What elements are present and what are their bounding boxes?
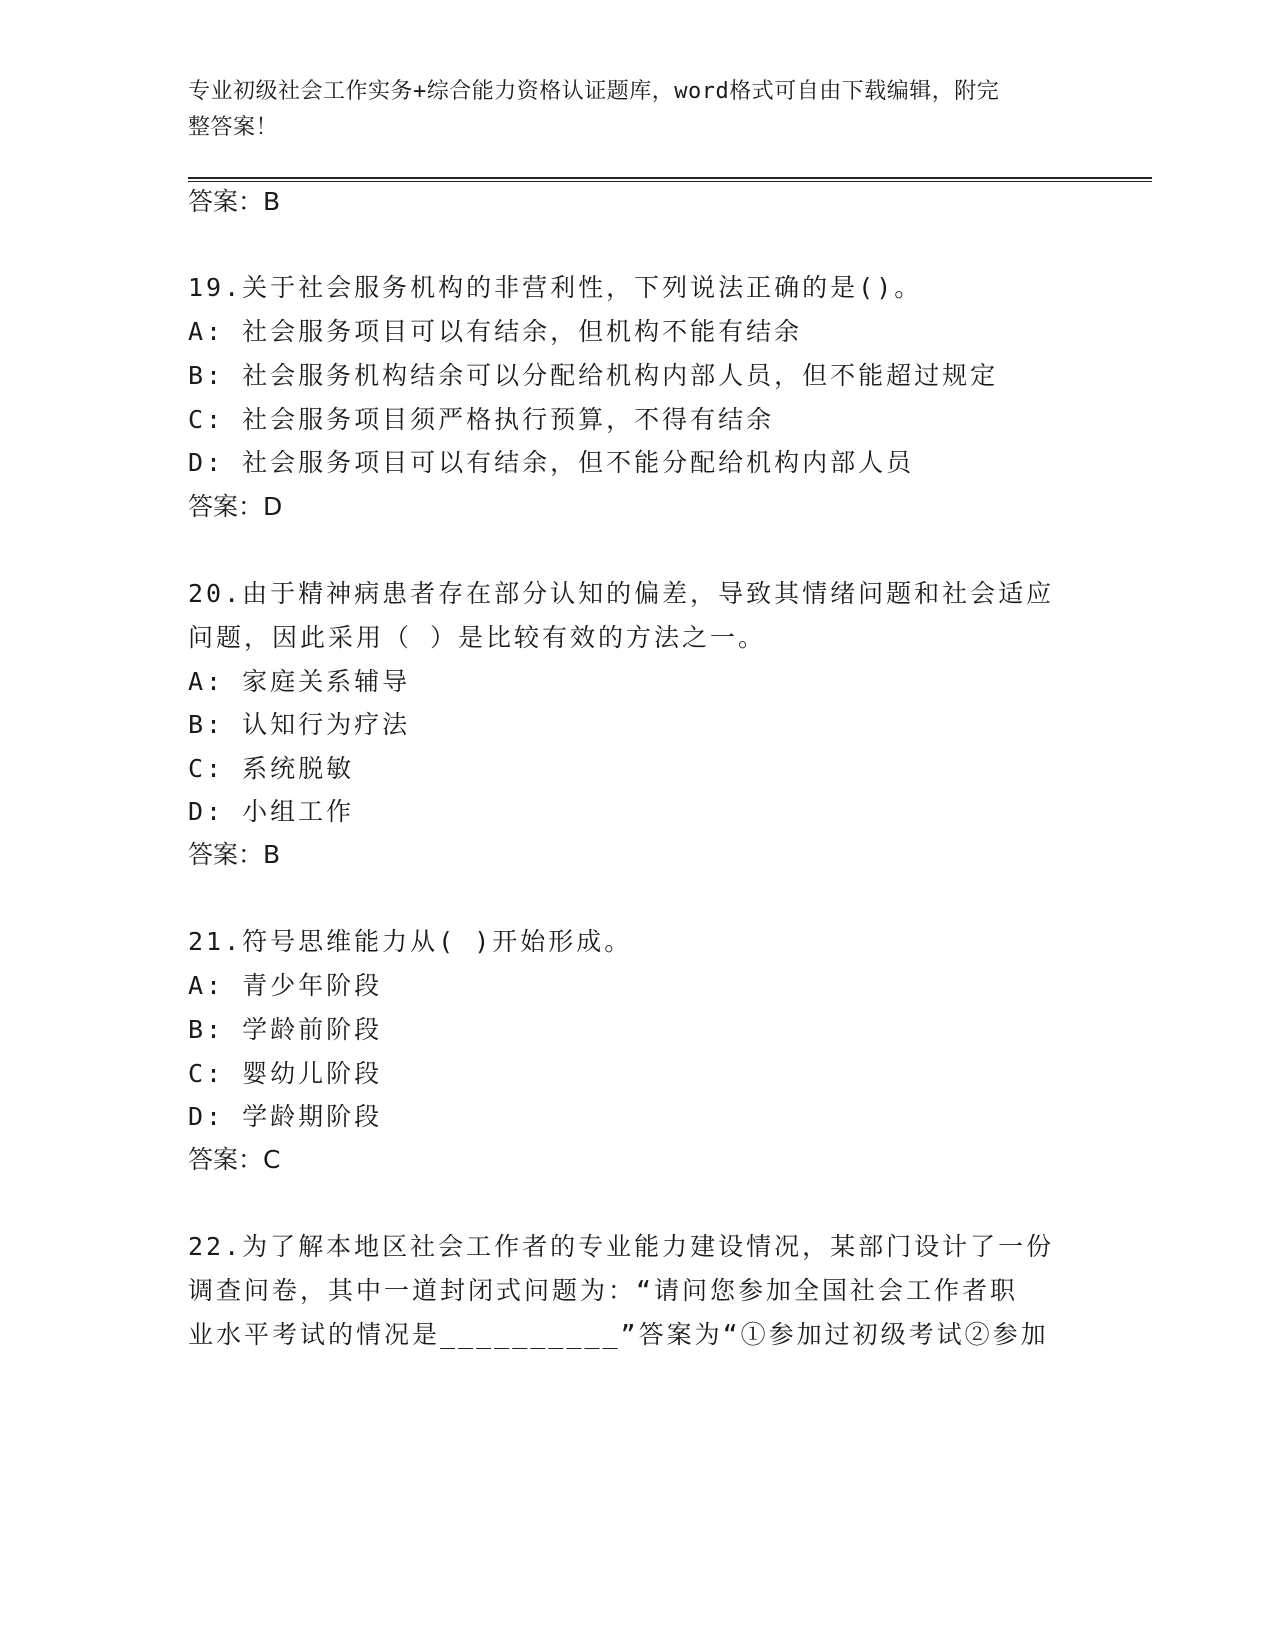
option-a: A: 青少年阶段 xyxy=(188,971,383,1000)
answer: 答案：D xyxy=(188,492,283,521)
question-stem-line-1: 20.由于精神病患者存在部分认知的偏差，导致其情绪问题和社会适应 xyxy=(188,579,1055,608)
question-stem-line-3: 业水平考试的情况是__________”答案为“①参加过初级考试②参加 xyxy=(188,1320,1049,1349)
answer: 答案：C xyxy=(188,1145,281,1174)
option-b: B: 社会服务机构结余可以分配给机构内部人员，但不能超过规定 xyxy=(188,361,999,390)
option-c: C: 社会服务项目须严格执行预算，不得有结余 xyxy=(188,405,775,434)
answer: 答案：B xyxy=(188,840,281,869)
option-d: D: 社会服务项目可以有结余，但不能分配给机构内部人员 xyxy=(188,448,915,477)
page-header xyxy=(188,74,1088,146)
option-c: C: 系统脱敏 xyxy=(188,754,355,783)
question-stem-line-1: 22.为了解本地区社会工作者的专业能力建设情况，某部门设计了一份 xyxy=(188,1232,1055,1261)
option-b: B: 学龄前阶段 xyxy=(188,1015,383,1044)
answer-previous: 答案：B xyxy=(188,187,281,216)
question-stem-line-2: 问题，因此采用（ ）是比较有效的方法之一。 xyxy=(188,623,767,652)
question-stem: 21.符号思维能力从( )开始形成。 xyxy=(188,927,633,956)
header-divider-thick xyxy=(188,177,1152,179)
option-a: A: 家庭关系辅导 xyxy=(188,667,411,696)
question-stem-line-2: 调查问卷，其中一道封闭式问题为：“请问您参加全国社会工作者职 xyxy=(188,1276,1019,1305)
option-d: D: 学龄期阶段 xyxy=(188,1102,383,1131)
header-divider-thin xyxy=(188,181,1152,182)
option-b: B: 认知行为疗法 xyxy=(188,710,411,739)
header-line-1: 专业初级社会工作实务+综合能力资格认证题库，word格式可自由下载编辑，附完 xyxy=(188,79,1000,104)
option-d: D: 小组工作 xyxy=(188,797,355,826)
question-stem: 19.关于社会服务机构的非营利性，下列说法正确的是()。 xyxy=(188,273,923,302)
header-line-2: 整答案！ xyxy=(188,115,279,140)
option-a: A: 社会服务项目可以有结余，但机构不能有结余 xyxy=(188,317,803,346)
option-c: C: 婴幼儿阶段 xyxy=(188,1059,383,1088)
